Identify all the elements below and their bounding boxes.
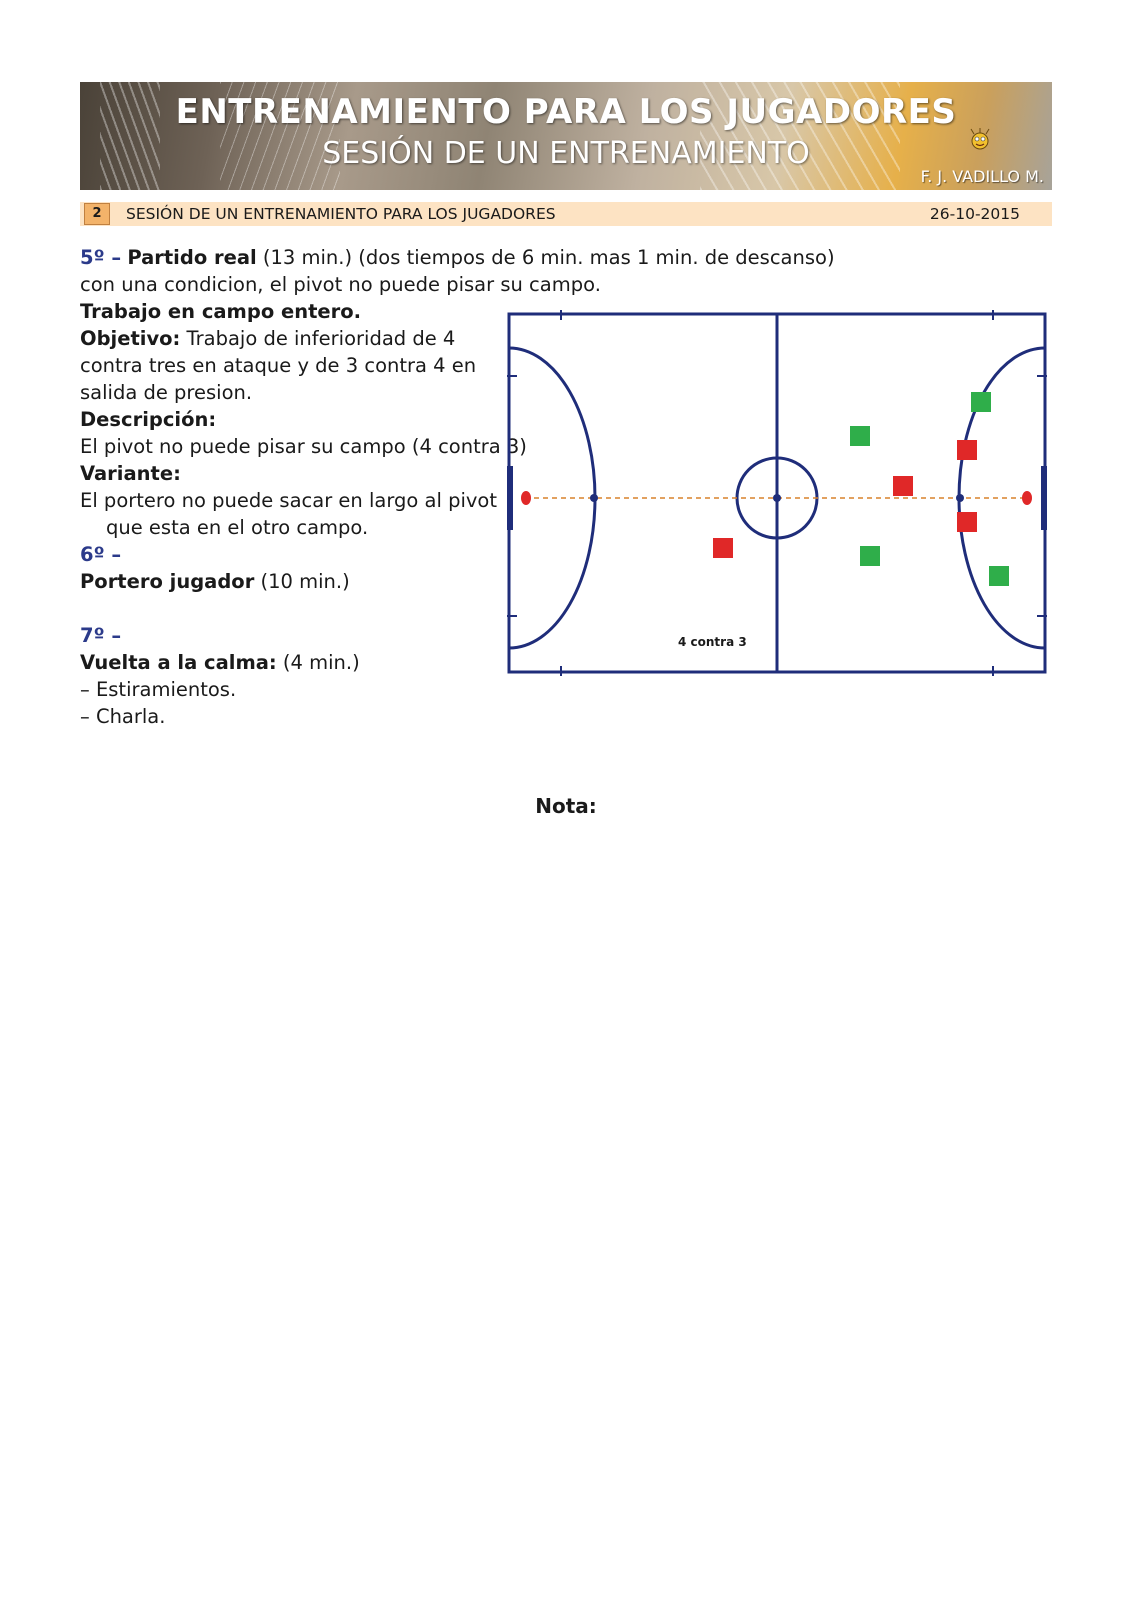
objetivo-line-1 [80,325,455,352]
nota-heading: Nota: [535,794,597,818]
descripcion-label: Descripción: [80,408,217,431]
banner-title: ENTRENAMIENTO PARA LOS JUGADORES [175,92,957,132]
variante-label: Variante: [80,462,181,485]
objetivo-text: Trabajo de inferioridad de 4 [180,327,456,350]
objetivo-line-3: salida de presion. [80,381,253,404]
descripcion-text: El pivot no puede pisar su campo (4 contra 3) [80,435,527,458]
section-6-number: 6º – [80,543,122,566]
trabajo-heading: Trabajo en campo entero. [80,300,362,323]
objetivo-line-2: contra tres en ataque y de 3 contra 4 en [80,354,477,377]
right-goalkeeper [1022,491,1032,505]
green-player [989,566,1009,586]
section-6-heading [80,568,350,595]
red-player [957,512,977,532]
list-item-estiramientos: – Estiramientos. [80,678,237,701]
diagram-label: 4 contra 3 [678,635,747,649]
left-goalkeeper [521,491,531,505]
section-5-title: Partido real [127,246,257,269]
section-header-date: 26-10-2015 [929,205,1020,223]
section-header-title: SESIÓN DE UN ENTRENAMIENTO PARA LOS JUGADORES [126,205,556,223]
section-5-duration: (13 min.) (dos tiempos de 6 min. mas 1 min. de descanso) [256,246,835,269]
section-7-title: Vuelta a la calma: [80,651,277,674]
red-player [893,476,913,496]
header-banner [80,82,1052,190]
variante-line-2: que esta en el otro campo. [106,516,369,539]
red-player [713,538,733,558]
green-player [850,426,870,446]
page-number: 2 [84,203,110,225]
list-item-charla: – Charla. [80,705,166,728]
section-5-heading [80,244,835,271]
section-7-number: 7º – [80,624,122,647]
section-6-title: Portero jugador [80,570,255,593]
section-5-condition: con una condicion, el pivot no puede pisar su campo. [80,273,601,296]
left-penalty-spot [590,494,598,502]
left-goal [507,466,513,530]
green-player [860,546,880,566]
red-player [957,440,977,460]
right-penalty-spot [956,494,964,502]
variante-line-1: El portero no puede sacar en largo al pivot [80,489,497,512]
banner-subtitle: SESIÓN DE UN ENTRENAMIENTO [322,136,810,171]
objetivo-label: Objetivo: [80,327,181,350]
section-7-duration: (4 min.) [276,651,360,674]
futsal-court-diagram [507,310,1047,680]
section-7-heading [80,649,360,676]
center-spot [773,494,781,502]
section-5-number: 5º – [80,246,122,269]
green-player [971,392,991,412]
section-header-bar [80,202,1052,226]
section-6-duration: (10 min.) [254,570,350,593]
right-goal [1041,466,1047,530]
mascot-icon [966,126,994,154]
banner-author: F. J. VADILLO M. [920,167,1044,186]
